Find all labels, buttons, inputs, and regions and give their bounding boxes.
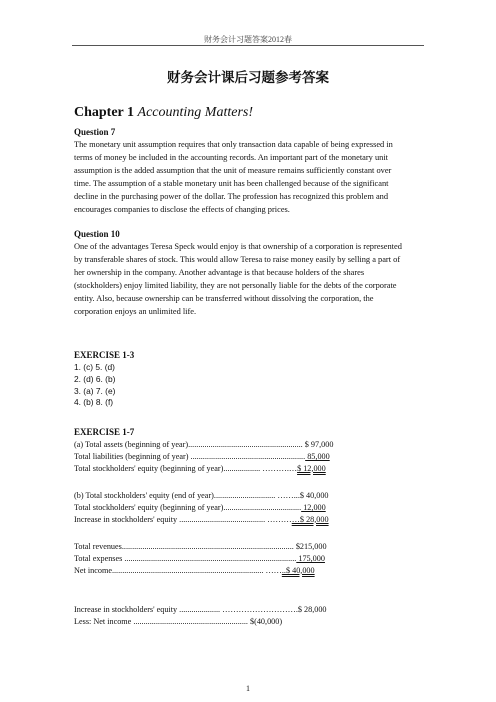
text-line: corporation enjoys an unlimited life. — [74, 306, 197, 316]
ledger-line: Total stockholders' equity (beginning of year)...................................... 12,000 — [74, 502, 326, 512]
header-rule — [72, 45, 424, 46]
answer-row: 2. (d) 6. (b) — [74, 373, 116, 384]
text-line: The monetary unit assumption requires that only transaction data capable of being expressed in — [74, 140, 393, 149]
text-line: time. The assumption of a stable monetary unit has been challenged because of the significant — [74, 178, 389, 188]
question-10-heading: Question 10 — [74, 229, 120, 239]
text-line: by transferable shares of stock. This would allow Teresa to raise money easily by selling a part of — [74, 254, 401, 264]
exercise-1-7-heading: EXERCISE 1-7 — [74, 427, 135, 437]
chapter-heading — [74, 105, 253, 121]
exercise-1-3-heading: EXERCISE 1-3 — [74, 350, 135, 360]
ledger-line: Increase in stockholders' equity .......................................... …………$ 28,000 — [74, 514, 329, 524]
page-number: 1 — [246, 684, 250, 693]
exercise-1-7-part-a — [74, 439, 333, 474]
question-7-answer — [74, 139, 422, 216]
ledger-line: Total expenses .................................................................................... 175,000 — [74, 553, 325, 563]
answer-row: 1. (c) 5. (d) — [74, 362, 115, 372]
ledger-line: Less: Net income ........................................................ $(40,000) — [74, 616, 283, 626]
text-line: encourages companies to disclose the effects of changing prices. — [74, 204, 290, 214]
ledger-line: (b) Total stockholders' equity (end of year).............................. ……...$ 40,000 — [74, 491, 329, 500]
text-line: her ownership in the company. Another advantage is that because holders of the shares — [74, 267, 365, 277]
ledger-line: (a) Total assets (beginning of year)........................................................ $ 97,000 — [74, 440, 334, 449]
exercise-1-7-part-c — [74, 541, 327, 576]
question-10-answer — [74, 241, 422, 318]
text-line: entity. Also, because ownership can be transferred without dissolving the corporation, the — [74, 293, 374, 303]
running-header: 财务会计习题答案2012春 — [204, 35, 292, 44]
chapter-number: Chapter 1 — [74, 105, 135, 120]
text-line: One of the advantages Teresa Speck would enjoy is that ownership of a corporation is represented — [74, 242, 402, 251]
ledger-line: Total revenues.................................................................................... $215,000 — [74, 542, 327, 551]
document-title: 财务会计课后习题参考答案 — [167, 70, 329, 85]
chapter-title: Accounting Matters! — [137, 105, 254, 120]
question-7-heading: Question 7 — [74, 127, 116, 137]
ledger-line: Total stockholders' equity (beginning of year).................. ……….…$ 12,000 — [74, 463, 326, 473]
exercise-1-7-part-d — [74, 604, 327, 628]
ledger-line: Total liabilities (beginning of year) ........................................................ 85,000 — [74, 451, 330, 461]
text-line: decline in the purchasing power of the dollar. The profession has recognized this problem and — [74, 191, 389, 201]
exercise-1-3-answers — [74, 362, 115, 409]
answer-row: 3. (a) 7. (e) — [74, 385, 116, 396]
ledger-line: Increase in stockholders' equity .................... ……………………….$ 28,000 — [74, 605, 327, 614]
text-line: terms of money be included in the accounting records. An important part of the monetary unit — [74, 152, 388, 162]
exercise-1-7-part-b — [74, 490, 329, 525]
answer-row: 4. (b) 8. (f) — [74, 397, 114, 408]
text-line: assumption is the added assumption that the unit of measure remains sufficiently constant over — [74, 165, 392, 175]
text-line: (stockholders) enjoy limited liability, they are not personally liable for the debts of the corporate — [74, 280, 397, 290]
ledger-line: Net income.......................................................................... ……..$ 40,000 — [74, 565, 315, 575]
